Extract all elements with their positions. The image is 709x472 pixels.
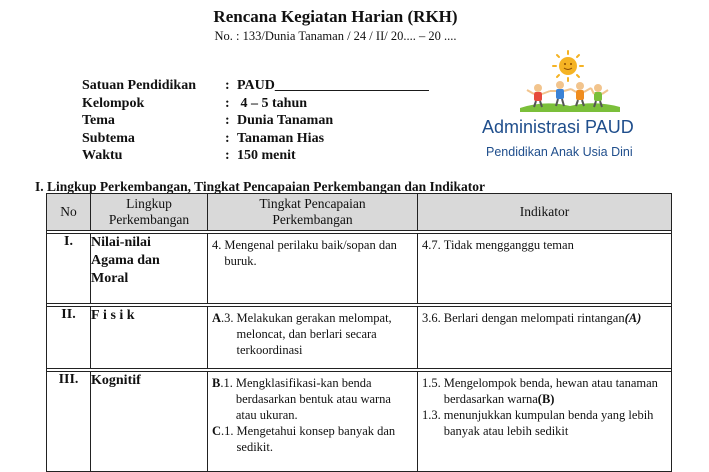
item-text: Mengklasifikasi-kan benda berdasarkan bentuk atau warna atau ukuran.	[235, 376, 391, 422]
item-text: Tidak mengganggu teman	[443, 238, 574, 252]
identity-row	[82, 77, 429, 95]
row-tingkat	[208, 372, 418, 472]
item-text: menunjukkan kumpulan benda yang lebih banyak atau lebih sedikit	[443, 408, 654, 438]
row-lingkup: Kognitif	[91, 372, 208, 472]
item-number: 4.7.	[422, 238, 441, 252]
identity-value: Tanaman Hias	[237, 130, 325, 146]
row-number: III.	[47, 372, 91, 472]
indikator-item	[418, 234, 671, 253]
document-number: No. : 133/Dunia Tanaman / 24 / II/ 20.... – 20 ....	[214, 29, 457, 43]
identity-label: Waktu	[82, 148, 123, 163]
header-tingkat	[208, 194, 418, 231]
tingkat-item	[208, 234, 417, 269]
identity-colon: :	[225, 130, 230, 146]
logo-subtitle: Pendidikan Anak Usia Dini	[486, 145, 633, 159]
lingkup-line: Nilai-nilai	[91, 235, 151, 250]
item-tag: (B)	[537, 392, 555, 406]
item-number	[212, 423, 237, 455]
item-text: Mengenal perilaku baik/sopan dan buruk.	[224, 238, 397, 268]
children-icon	[527, 81, 608, 107]
row-indikator	[418, 372, 672, 472]
header-no: No	[47, 194, 91, 231]
section-heading-text: I. Lingkup Perkembangan, Tingkat Pencapaian Perkembangan dan Indikator	[35, 179, 485, 194]
page-title: Rencana Kegiatan Harian (RKH)	[213, 7, 458, 26]
row-indikator	[418, 234, 672, 304]
item-number-suffix: .1.	[221, 424, 234, 438]
item-number: 1.5.	[422, 376, 441, 390]
identity-value: 4 – 5 tahun	[237, 95, 308, 111]
item-prefix: B	[212, 376, 221, 390]
identity-colon: :	[225, 95, 230, 111]
tingkat-item	[208, 423, 417, 455]
table-row	[47, 307, 672, 369]
identity-colon: :	[225, 148, 230, 163]
header-lingkup-line: Perkembangan	[108, 212, 190, 227]
header-lingkup	[91, 194, 208, 231]
sun-icon	[553, 51, 583, 81]
development-table	[46, 193, 672, 472]
row-indikator	[418, 307, 672, 369]
row-tingkat	[208, 307, 418, 369]
header-tingkat-line: Perkembangan	[272, 212, 353, 227]
item-number-suffix: .3.	[221, 311, 234, 325]
item-prefix: A	[212, 311, 222, 325]
indikator-item	[418, 307, 671, 326]
lingkup-line: Agama dan	[91, 253, 160, 268]
header-indikator: Indikator	[418, 194, 672, 231]
item-number: 3.6.	[422, 311, 441, 325]
identity-value: PAUD______________________	[237, 78, 429, 93]
item-number	[212, 375, 236, 423]
header-lingkup-line: Lingkup	[126, 196, 172, 211]
row-number: I.	[47, 234, 91, 304]
indikator-item	[418, 372, 671, 407]
identity-row	[82, 112, 429, 130]
table-row	[47, 234, 672, 304]
identity-label: Subtema	[82, 130, 135, 146]
identity-label: Tema	[82, 113, 115, 128]
identity-row	[82, 95, 429, 113]
indikator-item	[418, 407, 671, 439]
item-prefix: C	[212, 424, 222, 438]
header-tingkat-line: Tingkat Pencapaian	[259, 196, 366, 211]
item-text-wrap	[444, 310, 667, 326]
item-number	[212, 310, 237, 358]
item-text-wrap	[444, 375, 667, 407]
identity-value: Dunia Tanaman	[237, 113, 334, 128]
identity-label: Kelompok	[82, 95, 145, 111]
identity-row	[82, 130, 429, 148]
identity-row	[82, 147, 429, 165]
identity-block	[82, 77, 429, 165]
identity-label: Satuan Pendidikan	[82, 78, 196, 93]
identity-colon: :	[225, 113, 230, 128]
identity-value: 150 menit	[237, 148, 296, 163]
item-number: 1.3.	[422, 408, 441, 422]
item-text: Berlari dengan melompati rintangan	[443, 311, 625, 325]
tingkat-item	[208, 372, 417, 423]
identity-colon: :	[225, 78, 230, 93]
row-number: II.	[47, 307, 91, 369]
table-header-row	[47, 194, 672, 231]
table-row	[47, 372, 672, 472]
item-tag: (A)	[624, 311, 642, 325]
logo-title: Administrasi PAUD	[482, 117, 634, 137]
item-number-suffix: .1.	[220, 376, 233, 390]
row-lingkup: Fisik	[91, 307, 208, 369]
tingkat-item	[208, 307, 417, 358]
row-tingkat	[208, 234, 418, 304]
item-text: Mengetahui konsep banyak dan sedikit.	[236, 424, 396, 454]
row-lingkup	[91, 234, 208, 304]
item-number: 4.	[212, 238, 222, 252]
item-text: Melakukan gerakan melompat, meloncat, dan berlari secara terkoordinasi	[236, 311, 392, 357]
item-text: Mengelompok benda, hewan atau tanaman berdasarkan warna	[443, 376, 658, 406]
lingkup-line: Moral	[91, 271, 129, 286]
